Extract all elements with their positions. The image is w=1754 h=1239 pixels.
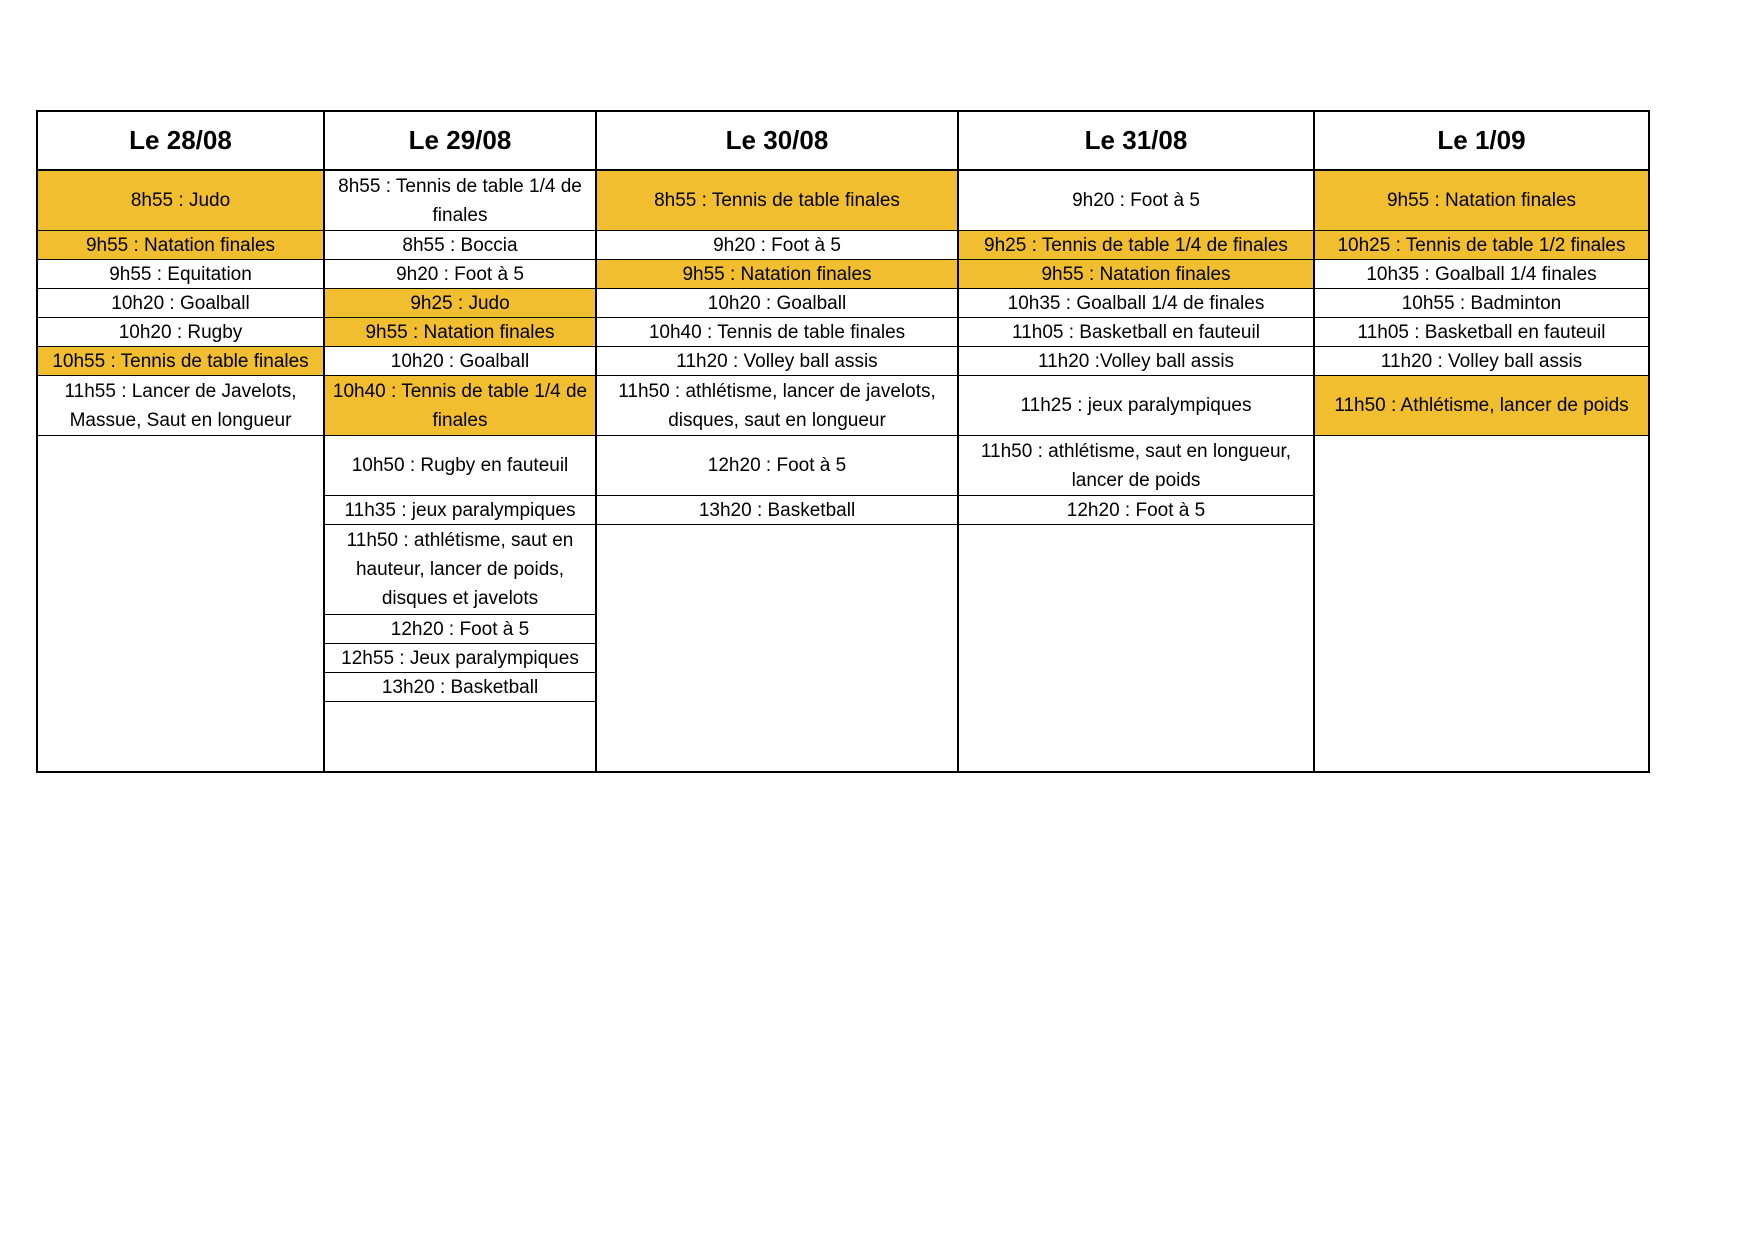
day-column xyxy=(1314,170,1649,772)
event-cell: 11h20 : Volley ball assis xyxy=(1315,347,1648,376)
day-header: Le 29/08 xyxy=(324,111,596,170)
event-cell: 12h55 : Jeux paralympiques xyxy=(325,644,595,673)
day-header: Le 28/08 xyxy=(37,111,324,170)
event-cell: 11h20 :Volley ball assis xyxy=(959,347,1313,376)
event-cell: 12h20 : Foot à 5 xyxy=(325,615,595,644)
empty-cell xyxy=(38,436,323,771)
event-cell: 11h55 : Lancer de Javelots, Massue, Saut en longueur xyxy=(38,376,323,436)
event-cell: 9h55 : Natation finales xyxy=(1315,171,1648,231)
event-cell: 9h20 : Foot à 5 xyxy=(597,231,957,260)
event-cell: 12h20 : Foot à 5 xyxy=(597,436,957,496)
event-cell: 10h40 : Tennis de table 1/4 de finales xyxy=(325,376,595,436)
event-cell: 9h55 : Natation finales xyxy=(597,260,957,289)
event-cell: 10h35 : Goalball 1/4 finales xyxy=(1315,260,1648,289)
empty-cell xyxy=(1315,436,1648,771)
event-cell: 11h05 : Basketball en fauteuil xyxy=(959,318,1313,347)
day-column xyxy=(596,170,958,772)
event-cell: 8h55 : Judo xyxy=(38,171,323,231)
event-cell: 13h20 : Basketball xyxy=(597,496,957,525)
day-column xyxy=(958,170,1314,772)
event-cell: 11h25 : jeux paralympiques xyxy=(959,376,1313,436)
event-cell: 10h50 : Rugby en fauteuil xyxy=(325,436,595,496)
events-row xyxy=(37,170,1649,772)
event-cell: 10h20 : Goalball xyxy=(597,289,957,318)
event-cell: 8h55 : Tennis de table finales xyxy=(597,171,957,231)
event-cell: 10h35 : Goalball 1/4 de finales xyxy=(959,289,1313,318)
empty-cell xyxy=(959,525,1313,771)
day-column xyxy=(37,170,324,772)
event-cell: 9h55 : Natation finales xyxy=(959,260,1313,289)
event-cell: 10h20 : Goalball xyxy=(325,347,595,376)
header-row xyxy=(37,111,1649,170)
event-cell: 12h20 : Foot à 5 xyxy=(959,496,1313,525)
event-cell: 11h50 : Athlétisme, lancer de poids xyxy=(1315,376,1648,436)
event-cell: 11h20 : Volley ball assis xyxy=(597,347,957,376)
event-cell: 11h50 : athlétisme, saut en longueur, lancer de poids xyxy=(959,436,1313,496)
schedule-table xyxy=(36,110,1650,773)
empty-cell xyxy=(325,702,595,771)
event-cell: 9h25 : Tennis de table 1/4 de finales xyxy=(959,231,1313,260)
day-header: Le 30/08 xyxy=(596,111,958,170)
empty-cell xyxy=(597,525,957,771)
event-cell: 9h55 : Equitation xyxy=(38,260,323,289)
day-column xyxy=(324,170,596,772)
event-cell: 9h55 : Natation finales xyxy=(38,231,323,260)
event-cell: 9h55 : Natation finales xyxy=(325,318,595,347)
event-cell: 11h50 : athlétisme, lancer de javelots, disques, saut en longueur xyxy=(597,376,957,436)
event-cell: 11h35 : jeux paralympiques xyxy=(325,496,595,525)
event-cell: 10h40 : Tennis de table finales xyxy=(597,318,957,347)
event-cell: 10h55 : Badminton xyxy=(1315,289,1648,318)
event-cell: 8h55 : Tennis de table 1/4 de finales xyxy=(325,171,595,231)
event-cell: 8h55 : Boccia xyxy=(325,231,595,260)
event-cell: 10h25 : Tennis de table 1/2 finales xyxy=(1315,231,1648,260)
event-cell: 10h20 : Rugby xyxy=(38,318,323,347)
event-cell: 9h20 : Foot à 5 xyxy=(325,260,595,289)
event-cell: 13h20 : Basketball xyxy=(325,673,595,702)
event-cell: 10h20 : Goalball xyxy=(38,289,323,318)
event-cell: 9h20 : Foot à 5 xyxy=(959,171,1313,231)
event-cell: 11h05 : Basketball en fauteuil xyxy=(1315,318,1648,347)
event-cell: 10h55 : Tennis de table finales xyxy=(38,347,323,376)
day-header: Le 31/08 xyxy=(958,111,1314,170)
day-header: Le 1/09 xyxy=(1314,111,1649,170)
event-cell: 9h25 : Judo xyxy=(325,289,595,318)
event-cell: 11h50 : athlétisme, saut en hauteur, lancer de poids, disques et javelots xyxy=(325,525,595,615)
